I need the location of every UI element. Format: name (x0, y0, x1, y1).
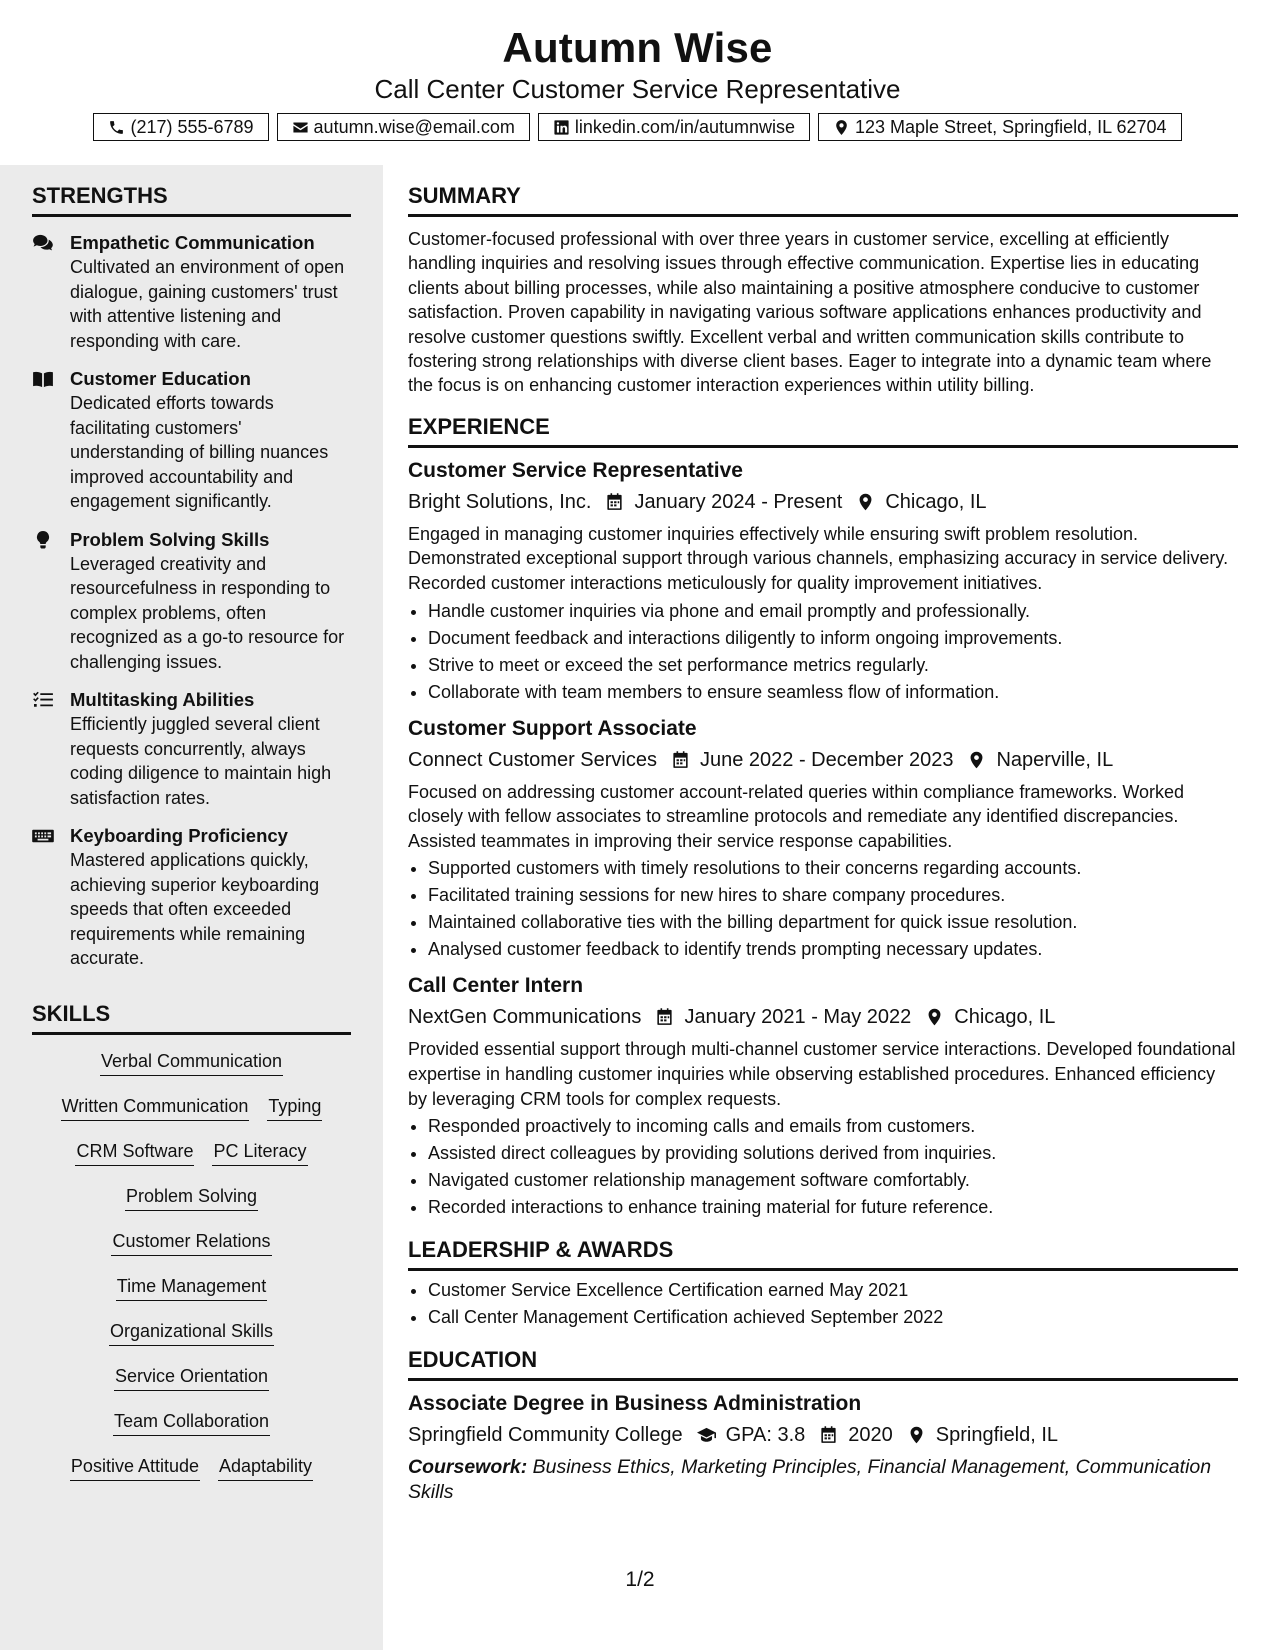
job-bullets (408, 855, 1238, 963)
leadership-section (408, 1237, 1238, 1331)
phone-chip[interactable] (93, 113, 268, 141)
strength-item (32, 231, 351, 353)
strength-desc: Leveraged creativity and resourcefulness in responding to complex problems, often recognized as a go-to resource for challenging issues. (70, 553, 345, 672)
strength-title: Problem Solving Skills (70, 528, 270, 550)
skill-tag: Adaptability (218, 1454, 313, 1481)
linkedin-text: linkedin.com/in/autumnwise (574, 117, 795, 137)
summary-text: Customer-focused professional with over three years in customer service, excelling at efficiently handling inquiries and resolving issues through effective communication. Expertise lies in educating clients about billing processes, while also maintaining a positive atmosphere conducive to customer satisfaction. Proven capability in navigating various software applications enhances productivity and resolve customer questions swiftly. Excellent verbal and written communication skills contribute to fostering strong relationships with diverse client bases. Eager to integrate into a dynamic team where the focus is on enhancing customer interaction experiences within utility billing. (408, 229, 1212, 396)
job-company: NextGen Communications (408, 1006, 642, 1029)
email-text: autumn.wise@email.com (313, 117, 515, 137)
degree-title: Associate Degree in Business Administration (408, 1392, 862, 1416)
job-meta (408, 746, 1238, 774)
education-heading: EDUCATION (408, 1347, 1238, 1381)
list-item: • Call Center Management Certification achieved September 2022 (428, 1304, 1238, 1331)
map-pin-icon (833, 119, 850, 136)
strength-desc: Mastered applications quickly, achieving superior keyboarding speeds that often exceeded requirements while remaining accurate. (70, 850, 320, 968)
job-bullets (408, 1113, 1238, 1221)
list-item: • Navigated customer relationship management software comfortably. (428, 1167, 1238, 1194)
list-item: • Strive to meet or exceed the set performance metrics regularly. (428, 652, 1238, 679)
job-description: Focused on addressing customer account-related queries within compliance frameworks. Worked closely with fellow associates to streamline protocols and remediate any identified discrepancies. Assisted teammates in improving their service response capabilities. (408, 781, 1185, 851)
skill-tag: Verbal Communication (100, 1049, 283, 1076)
strength-desc: Dedicated efforts towards facilitating customers' understanding of billing nuances improved accountability and engagement significantly. (70, 393, 329, 511)
comments-icon (32, 234, 54, 252)
list-item: • Supported customers with timely resolutions to their concerns regarding accounts. (428, 855, 1238, 882)
skill-tag: Written Communication (61, 1094, 250, 1121)
contact-bar (0, 113, 1275, 141)
strength-title: Empathetic Communication (70, 232, 315, 253)
skills-heading: SKILLS (32, 1001, 351, 1035)
map-pin-icon (907, 1425, 926, 1445)
sidebar (0, 165, 383, 1650)
job-company: Bright Solutions, Inc. (408, 490, 592, 513)
gpa: GPA: 3.8 (725, 1424, 806, 1447)
job-dates: January 2021 - May 2022 (684, 1006, 912, 1029)
job-location: Chicago, IL (885, 490, 987, 513)
job-location: Naperville, IL (996, 748, 1114, 771)
keyboard-icon (32, 827, 54, 845)
experience-section (408, 414, 1238, 1221)
awards-list (408, 1277, 1238, 1331)
coursework-list: Business Ethics, Marketing Principles, Financial Management, Communication Skills (408, 1456, 1212, 1503)
strengths-heading: STRENGTHS (32, 183, 351, 217)
skill-tag: Positive Attitude (70, 1454, 200, 1481)
list-item: • Assisted direct colleagues by providing solutions derived from inquiries. (428, 1140, 1238, 1167)
calendar-icon (605, 492, 624, 512)
job-company: Connect Customer Services (408, 748, 657, 771)
list-item: • Responded proactively to incoming calls and emails from customers. (428, 1113, 1238, 1140)
strength-item (32, 824, 351, 971)
book-open-icon (32, 370, 54, 388)
graduation-cap-icon (697, 1425, 716, 1445)
job-title: Call Center Customer Service Representative (374, 74, 901, 104)
skill-tag: Typing (267, 1094, 322, 1121)
job-dates: January 2024 - Present (634, 490, 843, 513)
calendar-icon (819, 1425, 838, 1445)
skill-tag: Customer Relations (111, 1229, 271, 1256)
skill-tag: PC Literacy (212, 1139, 307, 1166)
skill-tag: Team Collaboration (113, 1409, 270, 1436)
address-text: 123 Maple Street, Springfield, IL 62704 (855, 117, 1167, 137)
skill-tag: Time Management (116, 1274, 267, 1301)
linkedin-icon (553, 119, 570, 136)
envelope-icon (292, 119, 309, 136)
page-number: 1/2 (625, 1568, 655, 1591)
strength-item (32, 528, 351, 675)
strength-title: Keyboarding Proficiency (70, 825, 288, 846)
job-bullets (408, 598, 1238, 706)
list-check-icon (32, 691, 54, 709)
skill-tag: Service Orientation (114, 1364, 269, 1391)
job-description: Engaged in managing customer inquiries effectively while ensuring swift problem resolution. Demonstrated exceptional support through various channels, emphasizing accuracy in service delivery. Recorded customer interactions meticulously for quality improvement initiatives. (408, 523, 1229, 594)
candidate-name: Autumn Wise (502, 24, 773, 71)
job-entry (408, 716, 1238, 964)
skills-list (32, 1049, 351, 1499)
skill-tag: Organizational Skills (109, 1319, 274, 1346)
job-role: Call Center Intern (408, 974, 584, 998)
strength-item (32, 688, 351, 810)
phone-icon (108, 119, 125, 136)
job-role: Customer Support Associate (408, 716, 697, 740)
strength-title: Customer Education (70, 368, 251, 389)
linkedin-chip[interactable] (538, 113, 810, 141)
coursework-label: Coursework: (408, 1456, 528, 1479)
job-description: Provided essential support through multi-channel customer service interactions. Developed foundational expertise in handling customer inquiries while observing established procedures. Enhanced efficiency by leveraging CRM tools for complex requests. (408, 1039, 1236, 1109)
strength-item (32, 367, 351, 514)
calendar-icon (655, 1007, 674, 1027)
email-chip[interactable] (277, 113, 530, 141)
calendar-icon (671, 750, 690, 770)
lightbulb-icon (32, 531, 54, 549)
education-section (408, 1347, 1238, 1504)
resume-header (0, 0, 1275, 165)
job-location: Chicago, IL (954, 1006, 1056, 1029)
strength-title: Multitasking Abilities (70, 689, 255, 710)
school-location: Springfield, IL (935, 1424, 1059, 1447)
school-name: Springfield Community College (408, 1424, 683, 1447)
education-meta (408, 1421, 1238, 1449)
job-meta (408, 488, 1238, 516)
job-entry (408, 973, 1238, 1221)
job-meta (408, 1003, 1238, 1031)
leadership-heading: LEADERSHIP & AWARDS (408, 1237, 1238, 1271)
list-item: • Document feedback and interactions diligently to inform ongoing improvements. (428, 625, 1238, 652)
skill-tag: CRM Software (75, 1139, 194, 1166)
job-entry (408, 458, 1238, 706)
list-item: • Customer Service Excellence Certification earned May 2021 (428, 1277, 1238, 1304)
coursework (408, 1455, 1238, 1504)
map-pin-icon (856, 492, 875, 512)
list-item: • Collaborate with team members to ensure seamless flow of information. (428, 679, 1238, 706)
map-pin-icon (967, 750, 986, 770)
list-item: • Facilitated training sessions for new hires to share company procedures. (428, 882, 1238, 909)
address-chip[interactable] (818, 113, 1182, 141)
job-role: Customer Service Representative (408, 458, 743, 482)
summary-heading: SUMMARY (408, 183, 1238, 217)
list-item: • Analysed customer feedback to identify trends prompting necessary updates. (428, 936, 1238, 963)
list-item: • Recorded interactions to enhance training material for future reference. (428, 1194, 1238, 1221)
job-dates: June 2022 - December 2023 (699, 748, 954, 771)
list-item: • Handle customer inquiries via phone and email promptly and professionally. (428, 598, 1238, 625)
map-pin-icon (925, 1007, 944, 1027)
phone-text: (217) 555-6789 (130, 117, 254, 137)
strength-desc: Efficiently juggled several client requests concurrently, always coding diligence to maintain high satisfaction rates. (70, 714, 332, 808)
strength-desc: Cultivated an environment of open dialogue, gaining customers' trust with attentive listening and responding with care. (70, 257, 345, 351)
skill-tag: Problem Solving (125, 1184, 258, 1211)
grad-year: 2020 (848, 1424, 893, 1447)
experience-heading: EXPERIENCE (408, 414, 1238, 448)
main-content (408, 183, 1238, 1504)
list-item: • Maintained collaborative ties with the billing department for quick issue resolution. (428, 909, 1238, 936)
